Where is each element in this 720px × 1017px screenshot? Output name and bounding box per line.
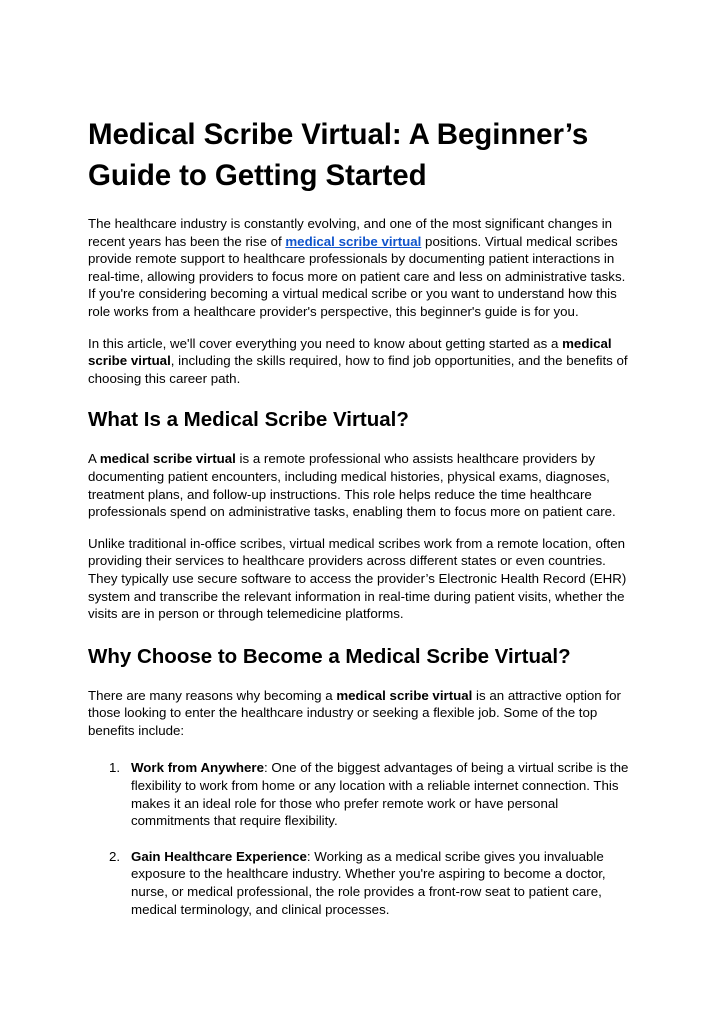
s2-p1-text-a: There are many reasons why becoming a (88, 687, 337, 703)
list-item-text: : Working as a medical scribe gives you invaluable exposure to the healthcare industry. Whether you're aspiring to become a doctor, nurse, or medical professional, the role provides a front-row seat to patient care, medical terminology, and clinical processes. (131, 848, 606, 917)
intro-p2-text-a: In this article, we'll cover everything you need to know about getting started as a (88, 335, 563, 351)
intro-p1-text-a: The healthcare industry is constantly evolving, and one of the most significant changes in recent years has been the rise of (88, 216, 613, 249)
list-item (88, 848, 632, 918)
list-item-bold: Work from Anywhere (131, 760, 264, 776)
s1-p1-text-a: A (88, 451, 100, 467)
list-item-bold: Gain Healthcare Experience (131, 848, 307, 864)
intro-p1-text-b: positions. Virtual medical scribes provide remote support to healthcare professionals by documenting patient interactions in real-time, allowing providers to focus more on patient care and less on administrative tasks. If you're considering becoming a virtual medical scribe or you want to understand how this role works from a healthcare provider's perspective, this beginner's guide is for you. (88, 233, 626, 319)
section-heading-what-is: What Is a Medical Scribe Virtual? (88, 408, 409, 432)
section2-paragraph-1 (88, 687, 632, 740)
intro-p2-text-b: , including the skills required, how to find job opportunities, and the benefits of choosing this career path. (88, 353, 628, 386)
benefits-list (88, 759, 632, 918)
medical-scribe-virtual-link[interactable]: medical scribe virtual (285, 233, 422, 249)
section1-paragraph-1 (88, 450, 632, 520)
list-item (88, 759, 632, 829)
s2-p1-text-b: is an attractive option for those looking to enter the healthcare industry or seeking a flexible job. Some of the top benefits include: (88, 687, 621, 738)
s1-p1-text-b: is a remote professional who assists healthcare providers by documenting patient encounters, including medical histories, physical exams, diagnoses, treatment plans, and follow-up instructions. This role helps reduce the time healthcare professionals spend on administrative tasks, enabling them to focus more on patient care. (88, 451, 616, 520)
list-item-number: 1. (109, 760, 121, 776)
section-heading-why-choose: Why Choose to Become a Medical Scribe Virtual? (88, 644, 571, 668)
intro-paragraph-1 (88, 215, 632, 321)
list-item-text: : One of the biggest advantages of being a virtual scribe is the flexibility to work from home or any location with a reliable internet connection. This makes it an ideal role for those who prefer remote work or have personal commitments that require flexibility. (131, 760, 629, 829)
list-item-number: 2. (109, 848, 121, 864)
s2-p1-bold: medical scribe virtual (336, 687, 473, 703)
section1-paragraph-2: Unlike traditional in-office scribes, virtual medical scribes work from a remote location, often providing their services to healthcare providers across different states or even countries. They typically use secure software to access the provider’s Electronic Health Record (EHR) system and transcribe the relevant information in real-time during patient visits, whether the visits are in person or through telemedicine platforms. (88, 535, 627, 622)
article-title: Medical Scribe Virtual: A Beginner’s Guide to Getting Started (88, 118, 589, 192)
intro-p2-bold: medical scribe virtual (88, 335, 612, 369)
s1-p1-bold: medical scribe virtual (99, 451, 236, 467)
intro-paragraph-2 (88, 335, 632, 388)
